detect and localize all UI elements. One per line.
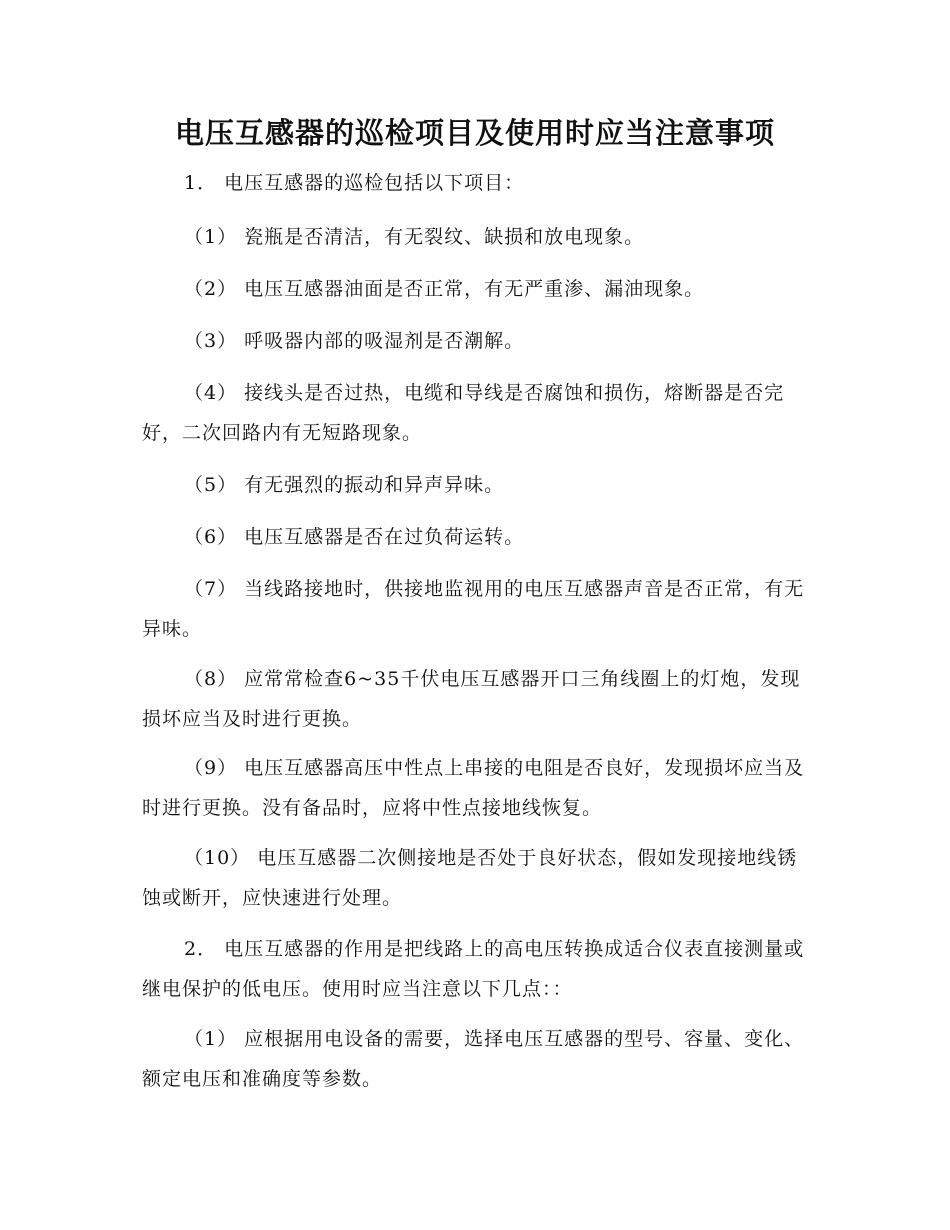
section-2-heading: 2． 电压互感器的作用是把线路上的高电压转换成适合仪表直接测量或继电保护的低电压。使用时应当注意以下几点：： [142, 938, 805, 1000]
usage-note-1: （1） 应根据用电设备的需要，选择电压互感器的型号、容量、变化、额定电压和准确度等参数。 [142, 1028, 805, 1090]
section-1-heading: 1． 电压互感器的巡检包括以下项目： [184, 172, 525, 194]
inspection-item-7: （7） 当线路接地时，供接地监视用的电压互感器声音是否正常，有无异味。 [142, 578, 805, 640]
inspection-item-6: （6） 电压互感器是否在过负荷运转。 [184, 526, 525, 548]
inspection-item-8: （8） 应常常检查6~35千伏电压互感器开口三角线圈上的灯炮，发现损坏应当及时进行更换。 [142, 668, 801, 730]
inspection-item-2: （2） 电压互感器油面是否正常，有无严重渗、漏油现象。 [184, 278, 705, 300]
inspection-item-1: （1） 瓷瓶是否清洁，有无裂纹、缺损和放电现象。 [184, 226, 645, 248]
document-title: 电压互感器的巡检项目及使用时应当注意事项 [174, 116, 775, 150]
inspection-item-3: （3） 呼吸器内部的吸湿剂是否潮解。 [184, 330, 525, 352]
inspection-item-4: （4） 接线头是否过热，电缆和导线是否腐蚀和损伤，熔断器是否完好，二次回路内有无短路现象。 [142, 382, 785, 444]
inspection-item-5: （5） 有无强烈的振动和异声异味。 [184, 474, 505, 496]
inspection-item-10: （10） 电压互感器二次侧接地是否处于良好状态，假如发现接地线锈蚀或断开，应快速进行处理。 [142, 847, 798, 909]
inspection-item-9: （9） 电压互感器高压中性点上串接的电阻是否良好，发现损坏应当及时进行更换。没有备品时，应将中性点接地线恢复。 [142, 757, 805, 819]
